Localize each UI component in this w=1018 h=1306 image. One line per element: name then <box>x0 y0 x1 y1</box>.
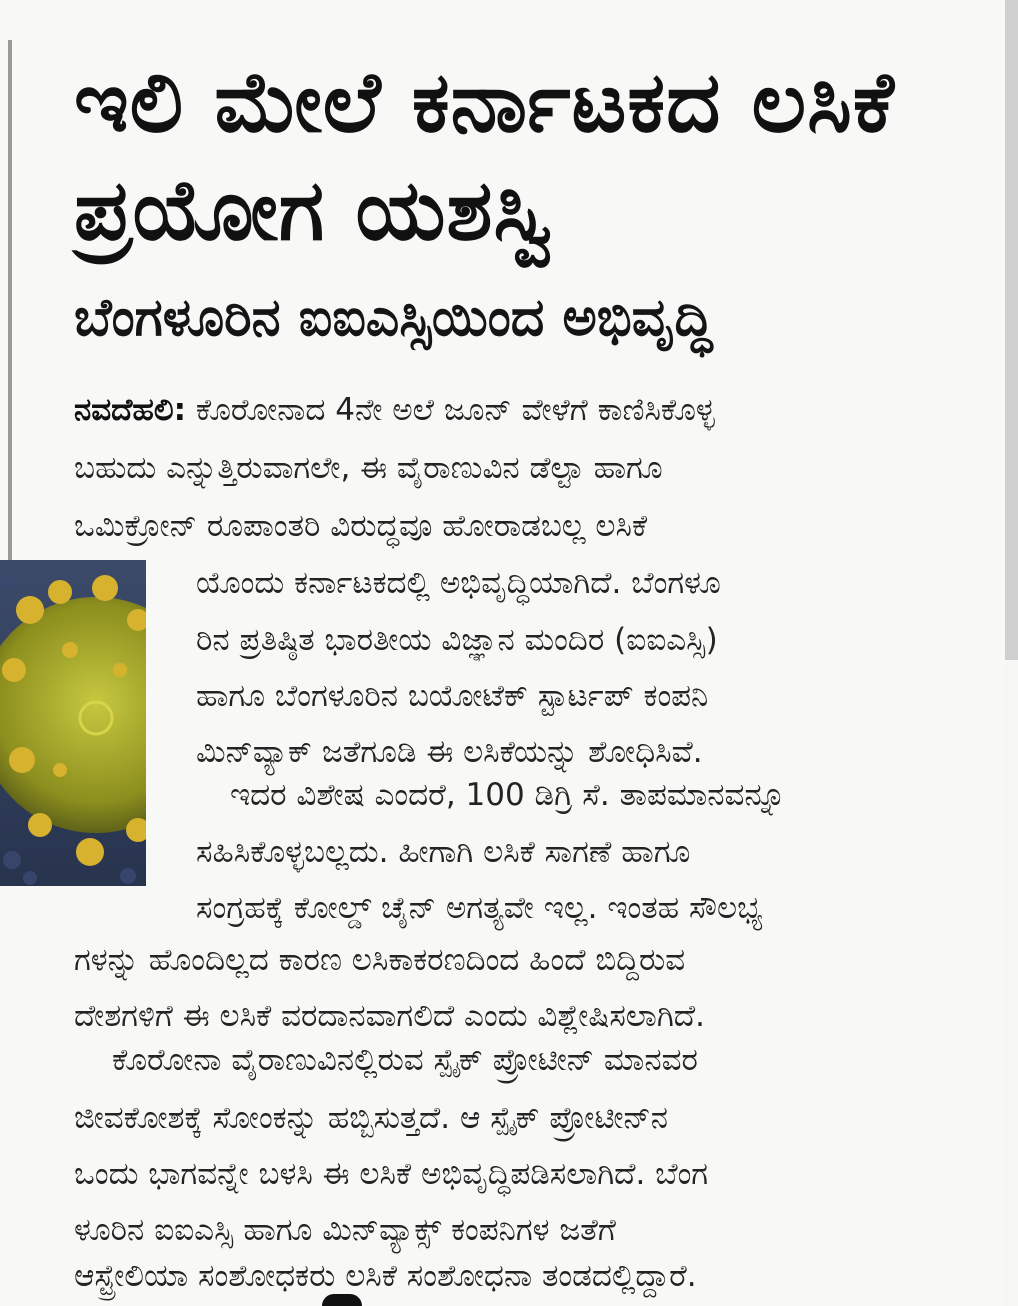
body-line: ಒಮಿಕ್ರೋನ್ ರೂಪಾಂತರಿ ವಿರುದ್ಧವೂ ಹೋರಾಡಬಲ್ಲ ಲಸಿಕೆ <box>74 508 648 544</box>
coronavirus-photo <box>0 560 146 886</box>
body-line: ಬಹುದು ಎನ್ನುತ್ತಿರುವಾಗಲೇ, ಈ ವೈರಾಣುವಿನ ಡೆಲ್ಟಾ ಹಾಗೂ <box>74 450 663 486</box>
body-line <box>74 390 715 430</box>
body-line: ರಿನ ಪ್ರತಿಷ್ಠಿತ ಭಾರತೀಯ ವಿಜ್ಞಾನ ಮಂದಿರ (ಐಐಎಸ್ಸಿ) <box>196 622 718 658</box>
dateline: ನವದೆಹಲಿ: <box>74 392 187 428</box>
cropped-glyph <box>322 1294 362 1306</box>
page-edge <box>1005 0 1018 660</box>
body-line: ಹಾಗೂ ಬೆಂಗಳೂರಿನ ಬಯೋಟೆಕ್ ಸ್ಟಾರ್ಟಪ್ ಕಂಪನಿ <box>196 678 709 714</box>
body-line: ಸಹಿಸಿಕೊಳ್ಳಬಲ್ಲದು. ಹೀಗಾಗಿ ಲಸಿಕೆ ಸಾಗಣೆ ಹಾಗೂ <box>196 834 691 870</box>
body-line-text: ಕೊರೋನಾದ 4ನೇ ಅಲೆ ಜೂನ್ ವೇಳೆಗೆ ಕಾಣಿಸಿಕೊಳ್ಳ <box>186 392 715 428</box>
body-line: ಸಂಗ್ರಹಕ್ಕೆ ಕೋಲ್ಡ್ ಚೈನ್ ಅಗತ್ಯವೇ ಇಲ್ಲ. ಇಂತಹ ಸೌಲಭ್ಯ <box>196 890 763 926</box>
coronavirus-icon <box>0 560 146 886</box>
headline: ಇಲಿ ಮೇಲೆ ಕರ್ನಾಟಕದ ಲಸಿಕೆ ಪ್ರಯೋಗ ಯಶಸ್ವಿ <box>74 53 895 259</box>
body-line: ಇದರ ವಿಶೇಷ ಎಂದರೆ, 100 ಡಿಗ್ರಿ ಸೆ. ತಾಪಮಾನವನ್ನೂ <box>230 777 786 813</box>
body-line: ಜೀವಕೋಶಕ್ಕೆ ಸೋಂಕನ್ನು ಹಬ್ಬಿಸುತ್ತದೆ. ಆ ಸ್ಪೈಕ್ ಪ್ರೋಟೀನ್‌ನ <box>74 1100 669 1136</box>
subheadline: ಬೆಂಗಳೂರಿನ ಐಐಎಸ್ಸಿಯಿಂದ ಅಭಿವೃದ್ಧಿ <box>74 288 713 348</box>
body-line: ದೇಶಗಳಿಗೆ ಈ ಲಸಿಕೆ ವರದಾನವಾಗಲಿದೆ ಎಂದು ವಿಶ್ಲೇಷಿಸಲಾಗಿದೆ. <box>74 998 705 1034</box>
body-line: ಗಳನ್ನು ಹೊಂದಿಲ್ಲದ ಕಾರಣ ಲಸಿಕಾಕರಣದಿಂದ ಹಿಂದೆ ಬಿದ್ದಿರುವ <box>74 942 686 978</box>
column-rule <box>8 40 12 560</box>
body-line: ಕೊರೋನಾ ವೈರಾಣುವಿನಲ್ಲಿರುವ ಸ್ಪೈಕ್ ಪ್ರೋಟೀನ್ ಮಾನವರ <box>112 1042 698 1078</box>
body-line: ಳೂರಿನ ಐಐಎಸ್ಸಿ ಹಾಗೂ ಮಿನ್‌ವ್ಯಾಕ್ಸ್ ಕಂಪನಿಗಳ ಜತೆಗೆ <box>74 1212 616 1248</box>
body-line: ಮಿನ್‌ವ್ಯಾಕ್ ಜತೆಗೂಡಿ ಈ ಲಸಿಕೆಯನ್ನು ಶೋಧಿಸಿವೆ. <box>196 734 703 770</box>
body-line: ಯೊಂದು ಕರ್ನಾಟಕದಲ್ಲಿ ಅಭಿವೃದ್ಧಿಯಾಗಿದೆ. ಬೆಂಗಳೂ <box>196 565 721 601</box>
body-line: ಆಸ್ಟ್ರೇಲಿಯಾ ಸಂಶೋಧಕರು ಲಸಿಕೆ ಸಂಶೋಧನಾ ತಂಡದಲ್ಲಿದ್ದಾರೆ. <box>74 1258 697 1294</box>
body-line: ಒಂದು ಭಾಗವನ್ನೇ ಬಳಸಿ ಈ ಲಸಿಕೆ ಅಭಿವೃದ್ಧಿಪಡಿಸಲಾಗಿದೆ. ಬೆಂಗ <box>74 1156 709 1192</box>
